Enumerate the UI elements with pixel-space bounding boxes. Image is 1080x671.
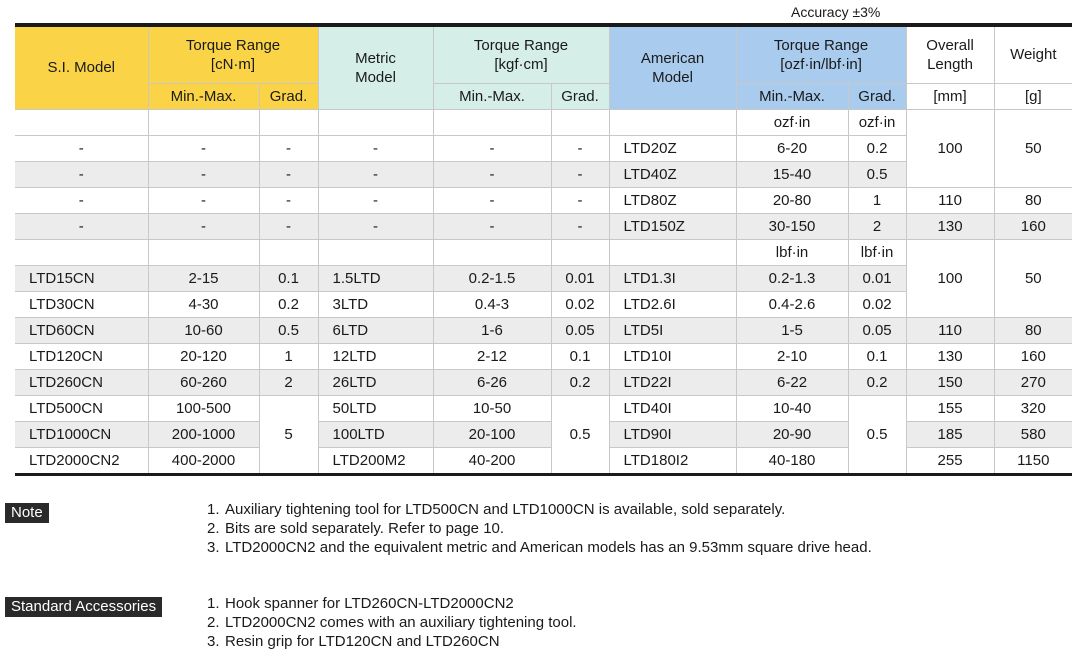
- table-cell: 20-100: [433, 421, 551, 447]
- accessories-list: [207, 594, 925, 651]
- table-cell: -: [259, 187, 318, 213]
- table-row: [15, 447, 1072, 474]
- american-model-cell: LTD1.3I: [609, 265, 736, 291]
- table-cell: -: [259, 135, 318, 161]
- weight-header: Weight: [994, 25, 1072, 83]
- table-cell: 0.2: [551, 369, 609, 395]
- american-model-cell: LTD20Z: [609, 135, 736, 161]
- item-text: Bits are sold separately. Refer to page 10.: [225, 520, 505, 537]
- accessory-item: [207, 613, 925, 632]
- american-grad-header: Grad.: [848, 83, 906, 109]
- item-text: LTD2000CN2 and the equivalent metric and American models has an 9.53mm square drive head.: [225, 539, 872, 556]
- note-list: [207, 500, 925, 557]
- table-cell: 150: [906, 369, 994, 395]
- table-cell: 10-40: [736, 395, 848, 421]
- item-number: 2.: [207, 520, 220, 537]
- lbf-unit-label: lbf·in: [736, 239, 848, 265]
- table-cell: [15, 109, 148, 135]
- table-cell: -: [15, 187, 148, 213]
- table-cell: -: [433, 213, 551, 239]
- si-grad-header: Grad.: [259, 83, 318, 109]
- table-cell: 0.1: [551, 343, 609, 369]
- note-label: Note: [5, 503, 49, 523]
- ozf-unit-row: [15, 109, 1072, 135]
- header-line: Overall: [926, 36, 974, 54]
- table-cell: 110: [906, 187, 994, 213]
- item-number: 1.: [207, 595, 220, 612]
- table-cell: 0.02: [848, 291, 906, 317]
- table-cell: -: [433, 161, 551, 187]
- table-cell: -: [259, 161, 318, 187]
- si-model-cell: LTD2000CN2: [15, 447, 148, 474]
- table-cell: 1150: [994, 447, 1072, 474]
- table-cell: 0.5: [259, 317, 318, 343]
- american-model-cell: LTD180I2: [609, 447, 736, 474]
- table-cell: 0.1: [848, 343, 906, 369]
- accuracy-label: Accuracy ±3%: [791, 4, 881, 20]
- table-cell: -: [551, 161, 609, 187]
- american-min-max-header: Min.-Max.: [736, 83, 848, 109]
- item-number: 3.: [207, 633, 220, 650]
- table-cell: [609, 109, 736, 135]
- table-cell: [259, 239, 318, 265]
- table-cell: 0.5: [848, 161, 906, 187]
- american-model-cell: LTD22I: [609, 369, 736, 395]
- table-cell: -: [433, 135, 551, 161]
- table-cell: -: [15, 161, 148, 187]
- table-cell: 0.02: [551, 291, 609, 317]
- accessory-item: [207, 594, 925, 613]
- table-cell: 110: [906, 317, 994, 343]
- table-cell: 10-60: [148, 317, 259, 343]
- american-model-cell: LTD150Z: [609, 213, 736, 239]
- metric-model-cell: 100LTD: [318, 421, 433, 447]
- ozf-unit-label: ozf·in: [848, 109, 906, 135]
- metric-model-header: [318, 25, 433, 109]
- table-cell: 40-180: [736, 447, 848, 474]
- table-cell: 0.05: [551, 317, 609, 343]
- standard-accessories-label: Standard Accessories: [5, 597, 162, 617]
- table-cell: 255: [906, 447, 994, 474]
- american-grad-cell: 0.5: [848, 395, 906, 474]
- table-cell: 1-6: [433, 317, 551, 343]
- table-cell: 0.2: [848, 369, 906, 395]
- table-cell: 80: [994, 317, 1072, 343]
- table-cell: [551, 109, 609, 135]
- table-cell: 2: [259, 369, 318, 395]
- table-cell: 1-5: [736, 317, 848, 343]
- table-cell: 580: [994, 421, 1072, 447]
- table-cell: 100-500: [148, 395, 259, 421]
- table-cell: -: [551, 135, 609, 161]
- metric-grad-cell: 0.5: [551, 395, 609, 474]
- item-text: Auxiliary tightening tool for LTD500CN and LTD1000CN is available, sold separately.: [225, 501, 786, 518]
- table-cell: 270: [994, 369, 1072, 395]
- header-line: Model: [355, 68, 396, 86]
- mm-unit-header: [mm]: [906, 83, 994, 109]
- table-cell: 130: [906, 343, 994, 369]
- table-cell: 160: [994, 213, 1072, 239]
- table-cell: 2-12: [433, 343, 551, 369]
- table-row: [15, 343, 1072, 369]
- table-cell: -: [551, 187, 609, 213]
- american-model-cell: LTD2.6I: [609, 291, 736, 317]
- table-cell: 0.4-2.6: [736, 291, 848, 317]
- item-number: 2.: [207, 614, 220, 631]
- table-cell: -: [148, 213, 259, 239]
- si-model-header: S.I. Model: [15, 25, 148, 109]
- length-cell: 100: [906, 239, 994, 317]
- table-row: [15, 369, 1072, 395]
- si-model-cell: LTD260CN: [15, 369, 148, 395]
- american-model-cell: LTD10I: [609, 343, 736, 369]
- table-cell: 6-20: [736, 135, 848, 161]
- american-model-header: [609, 25, 736, 109]
- table-cell: [148, 109, 259, 135]
- table-cell: 20-120: [148, 343, 259, 369]
- table-cell: -: [15, 213, 148, 239]
- weight-cell: 50: [994, 109, 1072, 187]
- header-line: [kgf·cm]: [494, 55, 548, 73]
- table-cell: [551, 239, 609, 265]
- table-cell: 0.01: [848, 265, 906, 291]
- si-grad-cell: 5: [259, 395, 318, 474]
- table-cell: [318, 109, 433, 135]
- table-row: [15, 395, 1072, 421]
- table-cell: 15-40: [736, 161, 848, 187]
- table-cell: 20-90: [736, 421, 848, 447]
- overall-length-header: [906, 25, 994, 83]
- table-cell: 400-2000: [148, 447, 259, 474]
- table-cell: 2: [848, 213, 906, 239]
- table-row: [15, 421, 1072, 447]
- si-model-cell: LTD60CN: [15, 317, 148, 343]
- item-text: Resin grip for LTD120CN and LTD260CN: [225, 633, 500, 650]
- table-cell: -: [148, 187, 259, 213]
- table-cell: 1: [848, 187, 906, 213]
- note-item: [207, 519, 925, 538]
- table-cell: 0.1: [259, 265, 318, 291]
- si-model-cell: LTD500CN: [15, 395, 148, 421]
- g-unit-header: [g]: [994, 83, 1072, 109]
- header-line: Length: [927, 55, 973, 73]
- table-cell: -: [551, 213, 609, 239]
- metric-model-cell: 50LTD: [318, 395, 433, 421]
- table-cell: 20-80: [736, 187, 848, 213]
- note-item: [207, 538, 925, 557]
- si-model-cell: LTD15CN: [15, 265, 148, 291]
- table-cell: -: [148, 161, 259, 187]
- table-cell: -: [318, 161, 433, 187]
- header-line: Metric: [355, 49, 396, 67]
- table-cell: 0.4-3: [433, 291, 551, 317]
- metric-min-max-header: Min.-Max.: [433, 83, 551, 109]
- table-cell: -: [15, 135, 148, 161]
- table-cell: 1: [259, 343, 318, 369]
- table-cell: 200-1000: [148, 421, 259, 447]
- table-cell: 2-15: [148, 265, 259, 291]
- table-cell: [433, 109, 551, 135]
- table-cell: [609, 239, 736, 265]
- si-min-max-header: Min.-Max.: [148, 83, 259, 109]
- table-cell: 320: [994, 395, 1072, 421]
- table-cell: 0.01: [551, 265, 609, 291]
- metric-grad-header: Grad.: [551, 83, 609, 109]
- table-cell: 80: [994, 187, 1072, 213]
- table-cell: -: [318, 213, 433, 239]
- table-row: [15, 213, 1072, 239]
- table-cell: [15, 239, 148, 265]
- header-line: [ozf·in/lbf·in]: [780, 55, 862, 73]
- header-line: Torque Range: [185, 36, 281, 54]
- table-cell: -: [433, 187, 551, 213]
- length-cell: 100: [906, 109, 994, 187]
- header-line: Model: [652, 68, 693, 86]
- table-cell: -: [318, 135, 433, 161]
- table-cell: 0.2: [259, 291, 318, 317]
- american-model-cell: LTD40Z: [609, 161, 736, 187]
- american-model-cell: LTD90I: [609, 421, 736, 447]
- table-cell: -: [259, 213, 318, 239]
- table-cell: 2-10: [736, 343, 848, 369]
- item-number: 1.: [207, 501, 220, 518]
- item-text: LTD2000CN2 comes with an auxiliary tightening tool.: [225, 614, 577, 631]
- header-line: [cN·m]: [210, 55, 256, 73]
- si-model-cell: LTD1000CN: [15, 421, 148, 447]
- si-torque-header: [148, 25, 318, 83]
- table-cell: 0.2: [848, 135, 906, 161]
- table-cell: -: [318, 187, 433, 213]
- metric-model-cell: 6LTD: [318, 317, 433, 343]
- table-cell: -: [148, 135, 259, 161]
- table-row: [15, 317, 1072, 343]
- table-cell: 0.2-1.5: [433, 265, 551, 291]
- table-cell: 185: [906, 421, 994, 447]
- lbf-unit-label: lbf·in: [848, 239, 906, 265]
- table-cell: 155: [906, 395, 994, 421]
- header-line: Torque Range: [473, 36, 569, 54]
- table-cell: 4-30: [148, 291, 259, 317]
- metric-model-cell: 12LTD: [318, 343, 433, 369]
- accessory-item: [207, 632, 925, 651]
- table-cell: [148, 239, 259, 265]
- table-cell: [259, 109, 318, 135]
- weight-cell: 50: [994, 239, 1072, 317]
- torque-spec-table: [15, 23, 1072, 476]
- table-cell: 130: [906, 213, 994, 239]
- table-cell: 6-22: [736, 369, 848, 395]
- metric-torque-header: [433, 25, 609, 83]
- si-model-cell: LTD120CN: [15, 343, 148, 369]
- table-cell: 60-260: [148, 369, 259, 395]
- table-cell: [318, 239, 433, 265]
- ozf-unit-label: ozf·in: [736, 109, 848, 135]
- metric-model-cell: LTD200M2: [318, 447, 433, 474]
- si-model-cell: LTD30CN: [15, 291, 148, 317]
- table-cell: 30-150: [736, 213, 848, 239]
- table-cell: [433, 239, 551, 265]
- table-cell: 6-26: [433, 369, 551, 395]
- american-model-cell: LTD40I: [609, 395, 736, 421]
- table-cell: 0.2-1.3: [736, 265, 848, 291]
- header-line: Torque Range: [773, 36, 869, 54]
- table-cell: 10-50: [433, 395, 551, 421]
- table-row: [15, 187, 1072, 213]
- metric-model-cell: 1.5LTD: [318, 265, 433, 291]
- table-cell: 40-200: [433, 447, 551, 474]
- metric-model-cell: 3LTD: [318, 291, 433, 317]
- item-text: Hook spanner for LTD260CN-LTD2000CN2: [225, 595, 514, 612]
- table-cell: 0.05: [848, 317, 906, 343]
- table-cell: 160: [994, 343, 1072, 369]
- header-line: American: [640, 49, 705, 67]
- american-torque-header: [736, 25, 906, 83]
- metric-model-cell: 26LTD: [318, 369, 433, 395]
- item-number: 3.: [207, 539, 220, 556]
- note-item: [207, 500, 925, 519]
- american-model-cell: LTD80Z: [609, 187, 736, 213]
- american-model-cell: LTD5I: [609, 317, 736, 343]
- lbf-unit-row: [15, 239, 1072, 265]
